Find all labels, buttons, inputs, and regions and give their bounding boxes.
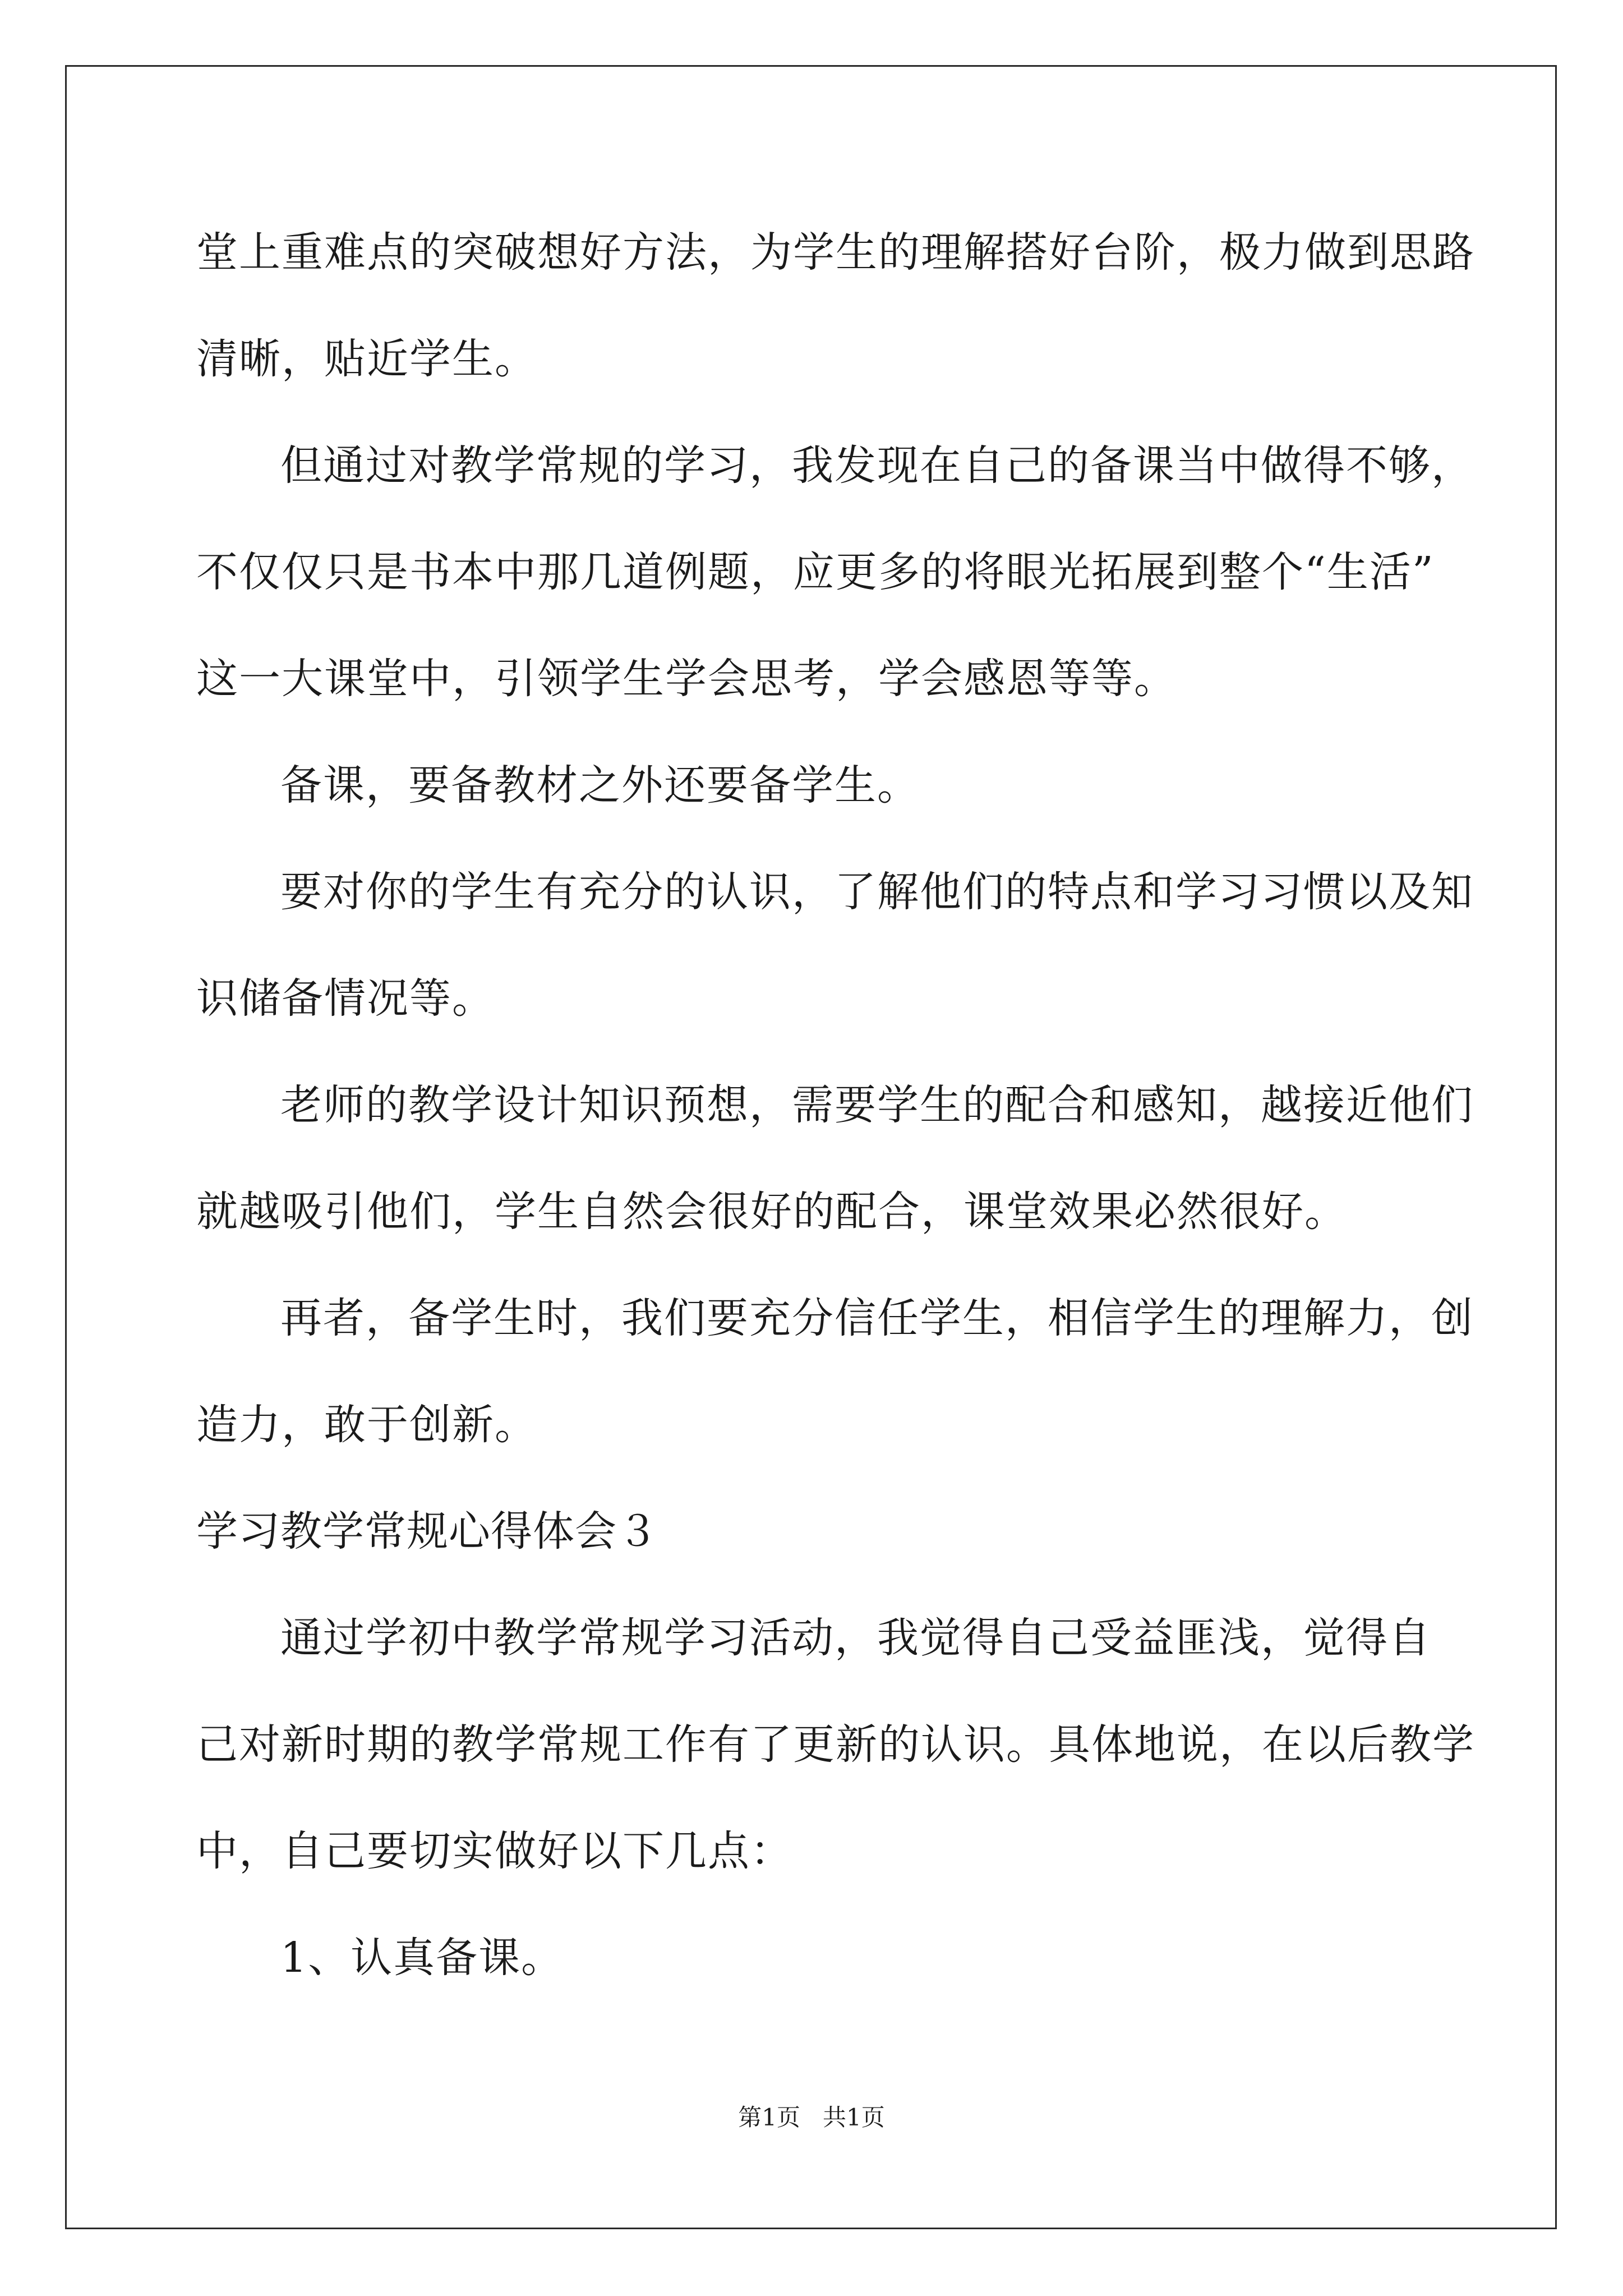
body-line: 中，自己要切实做好以下几点： — [196, 1827, 793, 1875]
paragraph-start-line: 再者，备学生时，我们要充分信任学生，相信学生的理解力，创 — [280, 1294, 1474, 1342]
paragraph-start-line: 备课，要备教材之外还要备学生。 — [280, 761, 920, 809]
page-footer — [0, 2101, 1623, 2134]
page-number: 第1页 — [738, 2104, 800, 2131]
list-item: 1、认真备课。 — [280, 1934, 564, 1982]
body-line: 清晰，贴近学生。 — [196, 335, 537, 383]
page-total: 共1页 — [823, 2104, 885, 2131]
body-line: 造力，敢于创新。 — [196, 1401, 537, 1449]
paragraph-start-line: 通过学初中教学常规学习活动，我觉得自己受益匪浅，觉得自 — [280, 1614, 1431, 1662]
body-line: 堂上重难点的突破想好方法，为学生的理解搭好台阶，极力做到思路 — [196, 228, 1475, 277]
paragraph-start-line: 要对你的学生有充分的认识，了解他们的特点和学习习惯以及知 — [280, 868, 1474, 916]
document-body — [196, 219, 1475, 2031]
body-line: 己对新时期的教学常规工作有了更新的认识。具体地说，在以后教学 — [196, 1720, 1475, 1769]
body-line: 不仅仅只是书本中那几道例题，应更多的将眼光拓展到整个“生活” — [196, 548, 1435, 596]
body-line: 就越吸引他们，学生自然会很好的配合，课堂效果必然很好。 — [196, 1188, 1347, 1236]
body-line: 这一大课堂中，引领学生学会思考，学会感恩等等。 — [196, 655, 1177, 703]
paragraph-start-line: 老师的教学设计知识预想，需要学生的配合和感知，越接近他们 — [280, 1081, 1474, 1129]
body-line: 识储备情况等。 — [196, 974, 495, 1023]
paragraph-start-line: 但通过对教学常规的学习，我发现在自己的备课当中做得不够， — [280, 441, 1474, 490]
section-heading: 学习教学常规心得体会３ — [196, 1507, 659, 1556]
